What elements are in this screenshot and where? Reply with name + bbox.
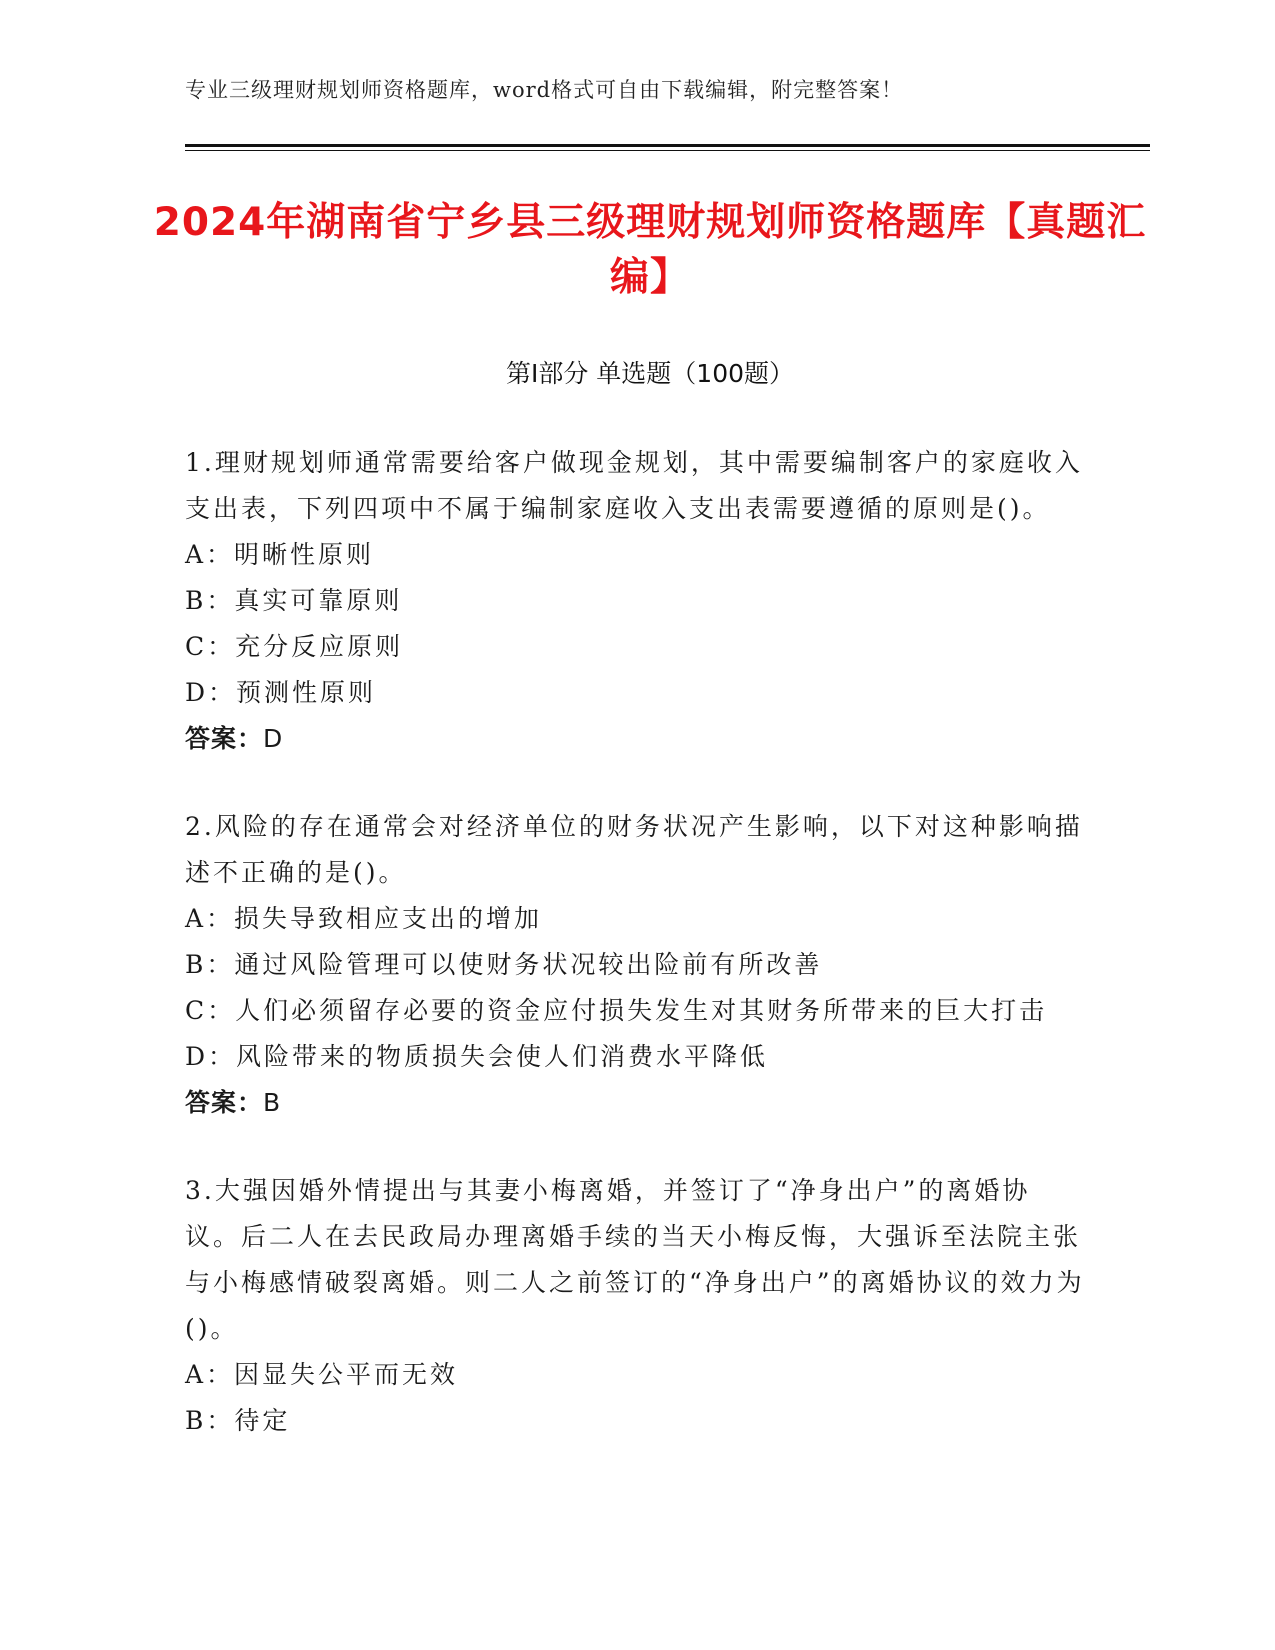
page-header: 专业三级理财规划师资格题库，word格式可自由下载编辑，附完整答案！ — [185, 78, 904, 102]
option-c: C：人们必须留存必要的资金应付损失发生对其财务所带来的巨大打击 — [185, 996, 1048, 1025]
question-block — [185, 1168, 1085, 1444]
question-text: 2.风险的存在通常会对经济单位的财务状况产生影响，以下对这种影响描述不正确的是()。 — [185, 812, 1083, 887]
answer-line — [185, 716, 1085, 762]
option-c: C：充分反应原则 — [185, 632, 404, 661]
option-d: D：风险带来的物质损失会使人们消费水平降低 — [185, 1042, 769, 1071]
answer-label: 答案： — [185, 1088, 264, 1117]
option-b: B：待定 — [185, 1406, 291, 1435]
question-text: 1.理财规划师通常需要给客户做现金规划，其中需要编制客户的家庭收入支出表，下列四项中不属于编制家庭收入支出表需要遵循的原则是()。 — [185, 448, 1083, 523]
question-block — [185, 440, 1085, 762]
header-rule-thick — [185, 144, 1150, 147]
option-a: A：明晰性原则 — [185, 540, 375, 569]
option-a: A：因显失公平而无效 — [185, 1360, 459, 1389]
answer-line — [185, 1080, 1085, 1126]
answer-value: B — [263, 1088, 282, 1117]
question-text: 3.大强因婚外情提出与其妻小梅离婚，并签订了“净身出户”的离婚协议。后二人在去民政局办理离婚手续的当天小梅反悔，大强诉至法院主张与小梅感情破裂离婚。则二人之前签订的“净身出户”的离婚协议的效力为()。 — [185, 1176, 1085, 1343]
document-title: 2024年湖南省宁乡县三级理财规划师资格题库【真题汇编】 — [153, 200, 1147, 300]
question-block — [185, 804, 1085, 1126]
answer-label: 答案： — [185, 724, 264, 753]
header-rule-thin — [185, 150, 1150, 151]
answer-value: D — [263, 724, 284, 753]
option-d: D：预测性原则 — [185, 678, 377, 707]
question-list — [185, 440, 1085, 1444]
section-heading: 第Ⅰ部分 单选题（100题） — [505, 359, 795, 388]
option-a: A：损失导致相应支出的增加 — [185, 904, 543, 933]
option-b: B：真实可靠原则 — [185, 586, 403, 615]
option-b: B：通过风险管理可以使财务状况较出险前有所改善 — [185, 950, 823, 979]
